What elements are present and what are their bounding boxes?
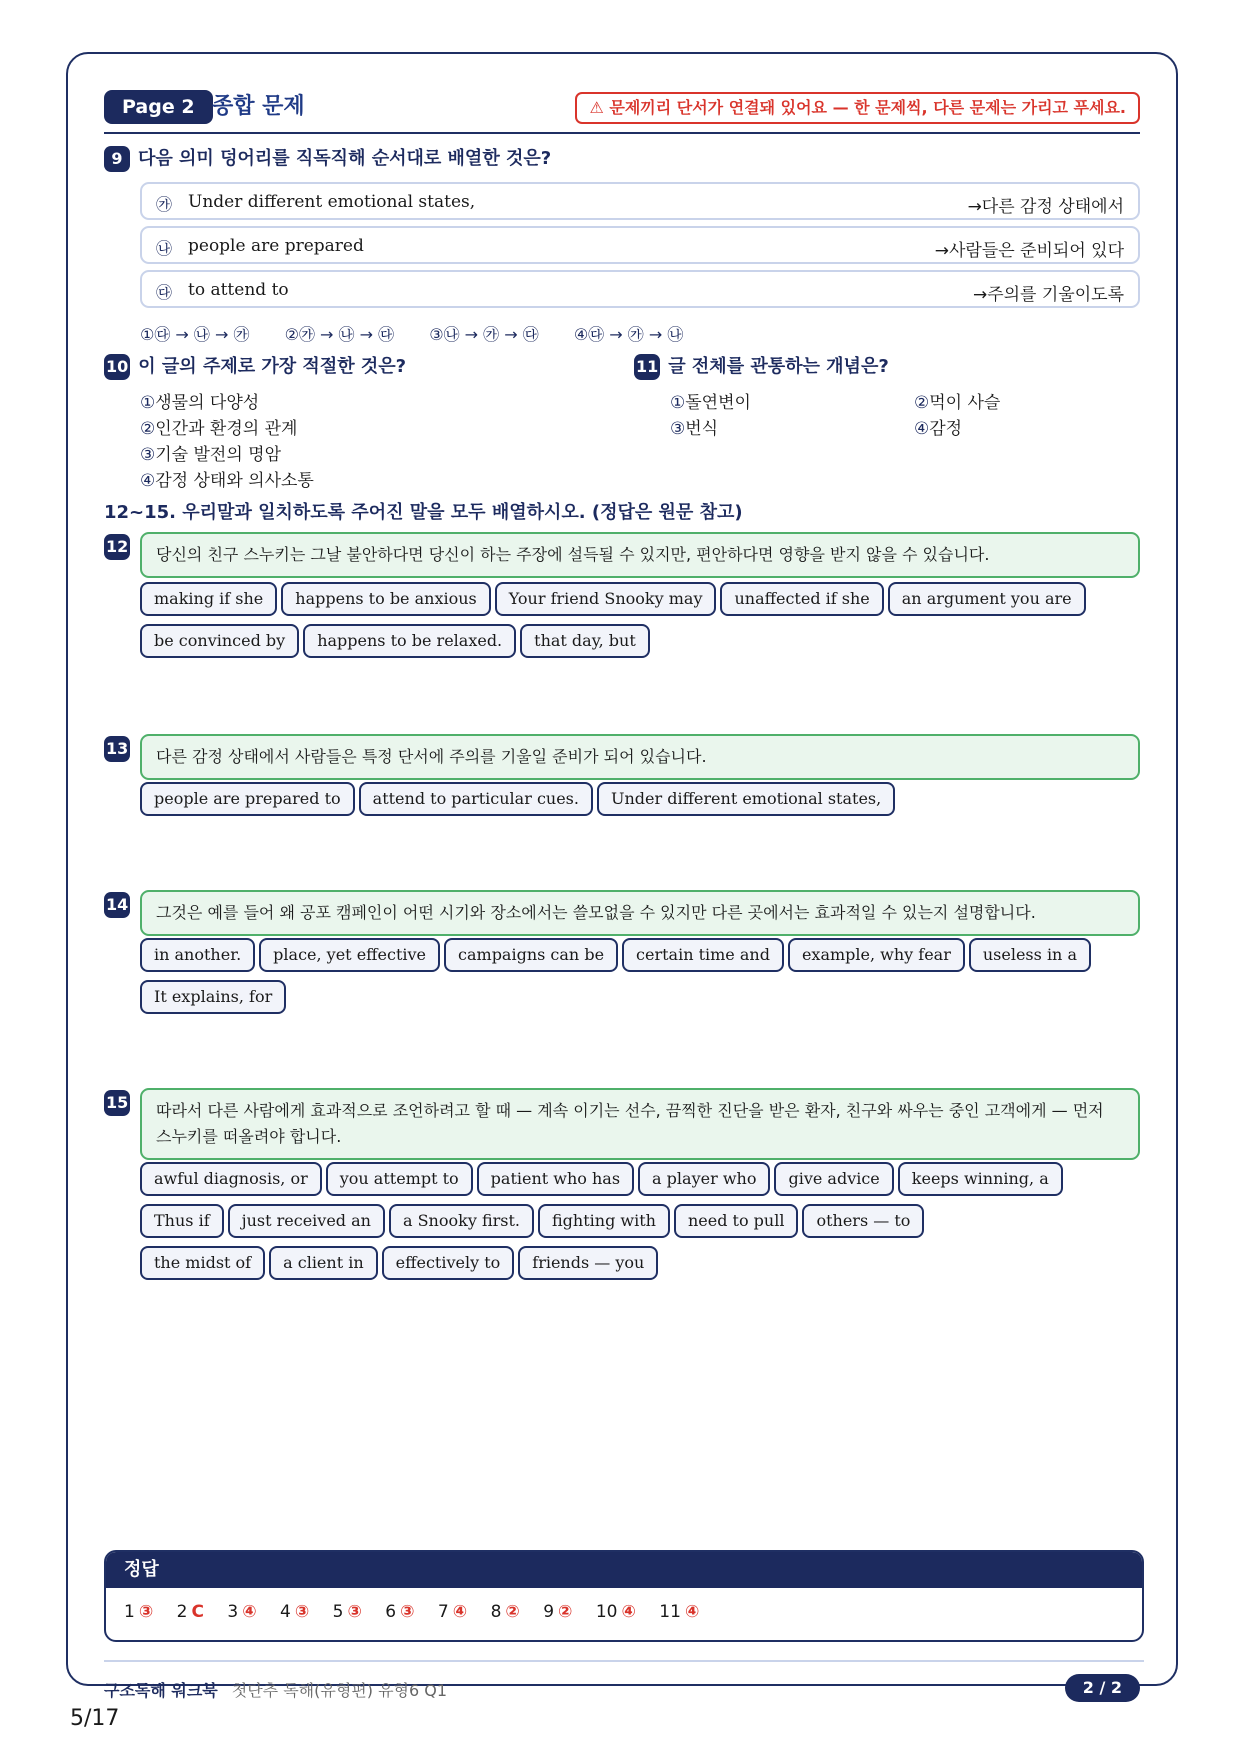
option-number: ② bbox=[140, 419, 156, 439]
chunk-english: people are prepared bbox=[188, 236, 364, 256]
word-tile[interactable]: a Snooky first. bbox=[389, 1204, 534, 1238]
option[interactable] bbox=[670, 414, 718, 439]
chunk-mark: ㉯ bbox=[156, 239, 173, 258]
option-number: ④ bbox=[914, 419, 930, 439]
question-11-header bbox=[634, 352, 889, 380]
word-tile[interactable]: an argument you are bbox=[888, 582, 1086, 616]
question-text: 다음 의미 덩어리를 직독직해 순서대로 배열한 것은? bbox=[138, 148, 552, 169]
word-tiles bbox=[140, 938, 1150, 1022]
korean-prompt: 따라서 다른 사람에게 효과적으로 조언하려고 할 때 — 계속 이기는 선수, 끔찍한 진단을 받은 환자, 친구와 싸우는 중인 고객에게 — 먼저 스누키를 떠올려야 합니다. bbox=[140, 1088, 1140, 1160]
option-number: ④ bbox=[140, 471, 156, 491]
footer-subtitle: 첫단추 독해(유형편) 유형6 Q1 bbox=[231, 1681, 448, 1700]
word-tile[interactable]: happens to be relaxed. bbox=[303, 624, 516, 658]
footer-brand: 구조독해 워크북 bbox=[104, 1681, 218, 1700]
answer-item: 10 ④ bbox=[595, 1602, 636, 1622]
answer-item: 11 ④ bbox=[659, 1602, 700, 1622]
option-number: ① bbox=[670, 393, 686, 413]
question-text: 글 전체를 관통하는 개념은? bbox=[668, 356, 889, 377]
word-tiles bbox=[140, 1162, 1150, 1288]
word-tile[interactable]: people are prepared to bbox=[140, 782, 355, 816]
word-tile[interactable]: you attempt to bbox=[326, 1162, 473, 1196]
question-14-number bbox=[104, 892, 130, 918]
question-text: 이 글의 주제로 가장 적절한 것은? bbox=[138, 356, 407, 377]
choice[interactable]: ②㉮ → ㉯ → ㉰ bbox=[284, 325, 395, 344]
question-number: 9 bbox=[104, 146, 130, 172]
option[interactable] bbox=[914, 414, 962, 439]
question-number: 15 bbox=[104, 1090, 130, 1116]
answer-item: 9 ② bbox=[543, 1602, 573, 1622]
word-tile[interactable]: give advice bbox=[774, 1162, 893, 1196]
word-tile[interactable]: a player who bbox=[638, 1162, 770, 1196]
option-text: 감정 bbox=[929, 419, 963, 439]
answer-item: 4 ③ bbox=[280, 1602, 310, 1622]
answer-item: 1 ③ bbox=[124, 1602, 154, 1622]
word-tile[interactable]: others — to bbox=[802, 1204, 924, 1238]
word-tile[interactable]: Your friend Snooky may bbox=[495, 582, 717, 616]
word-tile[interactable]: patient who has bbox=[477, 1162, 634, 1196]
warning-banner: ⚠ 문제끼리 단서가 연결돼 있어요 — 한 문제씩, 다른 문제는 가리고 푸세요. bbox=[575, 92, 1140, 124]
question-number: 14 bbox=[104, 892, 130, 918]
question-9-header bbox=[104, 144, 551, 172]
question-10-header bbox=[104, 352, 406, 380]
option[interactable] bbox=[914, 388, 1000, 413]
word-tile[interactable]: Under different emotional states, bbox=[597, 782, 895, 816]
option-text: 번식 bbox=[685, 419, 719, 439]
answer-item: 8 ② bbox=[490, 1602, 520, 1622]
page-header bbox=[104, 90, 1140, 134]
word-tile[interactable]: that day, but bbox=[520, 624, 650, 658]
chunk-korean: →다른 감정 상태에서 bbox=[967, 197, 1124, 217]
chunk-english: Under different emotional states, bbox=[188, 192, 476, 212]
worksheet-content bbox=[104, 90, 1140, 1700]
footer-divider bbox=[104, 1660, 1144, 1662]
footer-page-badge: 2 / 2 bbox=[1065, 1674, 1140, 1702]
chunk-row bbox=[140, 270, 1140, 308]
option-text: 먹이 사슬 bbox=[929, 393, 1001, 413]
option[interactable] bbox=[670, 388, 751, 413]
option-number: ③ bbox=[670, 419, 686, 439]
word-tile[interactable]: awful diagnosis, or bbox=[140, 1162, 322, 1196]
question-number: 13 bbox=[104, 736, 130, 762]
word-tile[interactable]: friends — you bbox=[518, 1246, 658, 1280]
word-tile[interactable]: need to pull bbox=[674, 1204, 799, 1238]
choice[interactable]: ④㉰ → ㉮ → ㉯ bbox=[573, 325, 684, 344]
word-tile[interactable]: happens to be anxious bbox=[281, 582, 490, 616]
answer-item: 5 ③ bbox=[332, 1602, 362, 1622]
word-tile[interactable]: keeps winning, a bbox=[898, 1162, 1063, 1196]
option[interactable] bbox=[140, 388, 259, 413]
answer-item: 7 ④ bbox=[437, 1602, 468, 1622]
word-tile[interactable]: fighting with bbox=[538, 1204, 670, 1238]
option[interactable] bbox=[140, 466, 314, 491]
word-tile[interactable]: just received an bbox=[228, 1204, 385, 1238]
answer-item: 2 C bbox=[176, 1602, 204, 1622]
answer-key bbox=[104, 1550, 1144, 1642]
word-tile[interactable]: Thus if bbox=[140, 1204, 224, 1238]
word-tile[interactable]: useless in a bbox=[969, 938, 1091, 972]
word-tiles bbox=[140, 782, 1150, 824]
word-tiles bbox=[140, 582, 1150, 666]
choice[interactable]: ③㉯ → ㉮ → ㉰ bbox=[429, 325, 539, 344]
page-title: 종합 문제 bbox=[212, 94, 305, 119]
question-number: 12 bbox=[104, 534, 130, 560]
word-tile[interactable]: effectively to bbox=[382, 1246, 515, 1280]
option-text: 인간과 환경의 관계 bbox=[155, 419, 298, 439]
answer-item: 6 ③ bbox=[385, 1602, 415, 1622]
option-number: ③ bbox=[140, 445, 156, 465]
word-tile[interactable]: place, yet effective bbox=[259, 938, 440, 972]
option-number: ② bbox=[914, 393, 930, 413]
option-text: 생물의 다양성 bbox=[155, 393, 260, 413]
answer-list bbox=[106, 1588, 1142, 1636]
question-number: 10 bbox=[104, 354, 130, 380]
chunk-korean: →사람들은 준비되어 있다 bbox=[934, 241, 1124, 261]
chunk-korean: →주의를 기울이도록 bbox=[972, 285, 1124, 305]
word-tile[interactable]: example, why fear bbox=[788, 938, 965, 972]
chunk-english: to attend to bbox=[188, 280, 289, 300]
option[interactable] bbox=[140, 414, 297, 439]
chunk-row bbox=[140, 226, 1140, 264]
word-tile[interactable]: be convinced by bbox=[140, 624, 299, 658]
pdf-page-indicator: 5/17 bbox=[70, 1706, 120, 1731]
page-badge: Page 2 bbox=[104, 90, 213, 124]
section-title: 12~15. 우리말과 일치하도록 주어진 말을 모두 배열하시오. (정답은 원문 참고) bbox=[104, 502, 743, 523]
question-13-number bbox=[104, 736, 130, 762]
option-text: 감정 상태와 의사소통 bbox=[155, 471, 314, 491]
option[interactable] bbox=[140, 440, 281, 465]
korean-prompt: 당신의 친구 스누키는 그날 불안하다면 당신이 하는 주장에 설득될 수 있지만, 편안하다면 영향을 받지 않을 수 있습니다. bbox=[140, 532, 1140, 578]
option-text: 돌연변이 bbox=[685, 393, 751, 413]
word-tile[interactable]: a client in bbox=[269, 1246, 378, 1280]
answer-item: 3 ④ bbox=[227, 1602, 257, 1622]
chunk-mark: ㉮ bbox=[156, 195, 173, 214]
answer-key-title: 정답 bbox=[106, 1552, 1142, 1588]
word-tile[interactable]: unaffected if she bbox=[720, 582, 883, 616]
word-tile[interactable]: making if she bbox=[140, 582, 277, 616]
chunk-row bbox=[140, 182, 1140, 220]
question-15-number bbox=[104, 1090, 130, 1116]
word-tile[interactable]: certain time and bbox=[622, 938, 784, 972]
option-text: 기술 발전의 명암 bbox=[155, 445, 282, 465]
word-tile[interactable]: attend to particular cues. bbox=[359, 782, 593, 816]
word-tile[interactable]: the midst of bbox=[140, 1246, 265, 1280]
word-tile[interactable]: It explains, for bbox=[140, 980, 286, 1014]
korean-prompt: 그것은 예를 들어 왜 공포 캠페인이 어떤 시기와 장소에서는 쓸모없을 수 있지만 다른 곳에서는 효과적일 수 있는지 설명합니다. bbox=[140, 890, 1140, 936]
option-number: ① bbox=[140, 393, 156, 413]
question-number: 11 bbox=[634, 354, 660, 380]
chunk-mark: ㉰ bbox=[156, 283, 173, 302]
choice[interactable]: ①㉰ → ㉯ → ㉮ bbox=[140, 325, 250, 344]
worksheet-page bbox=[66, 52, 1178, 1700]
footer-left bbox=[104, 1678, 447, 1701]
korean-prompt: 다른 감정 상태에서 사람들은 특정 단서에 주의를 기울일 준비가 되어 있습니다. bbox=[140, 734, 1140, 780]
word-tile[interactable]: campaigns can be bbox=[444, 938, 618, 972]
question-12-number bbox=[104, 534, 130, 560]
question-9-choices bbox=[140, 322, 713, 345]
word-tile[interactable]: in another. bbox=[140, 938, 255, 972]
